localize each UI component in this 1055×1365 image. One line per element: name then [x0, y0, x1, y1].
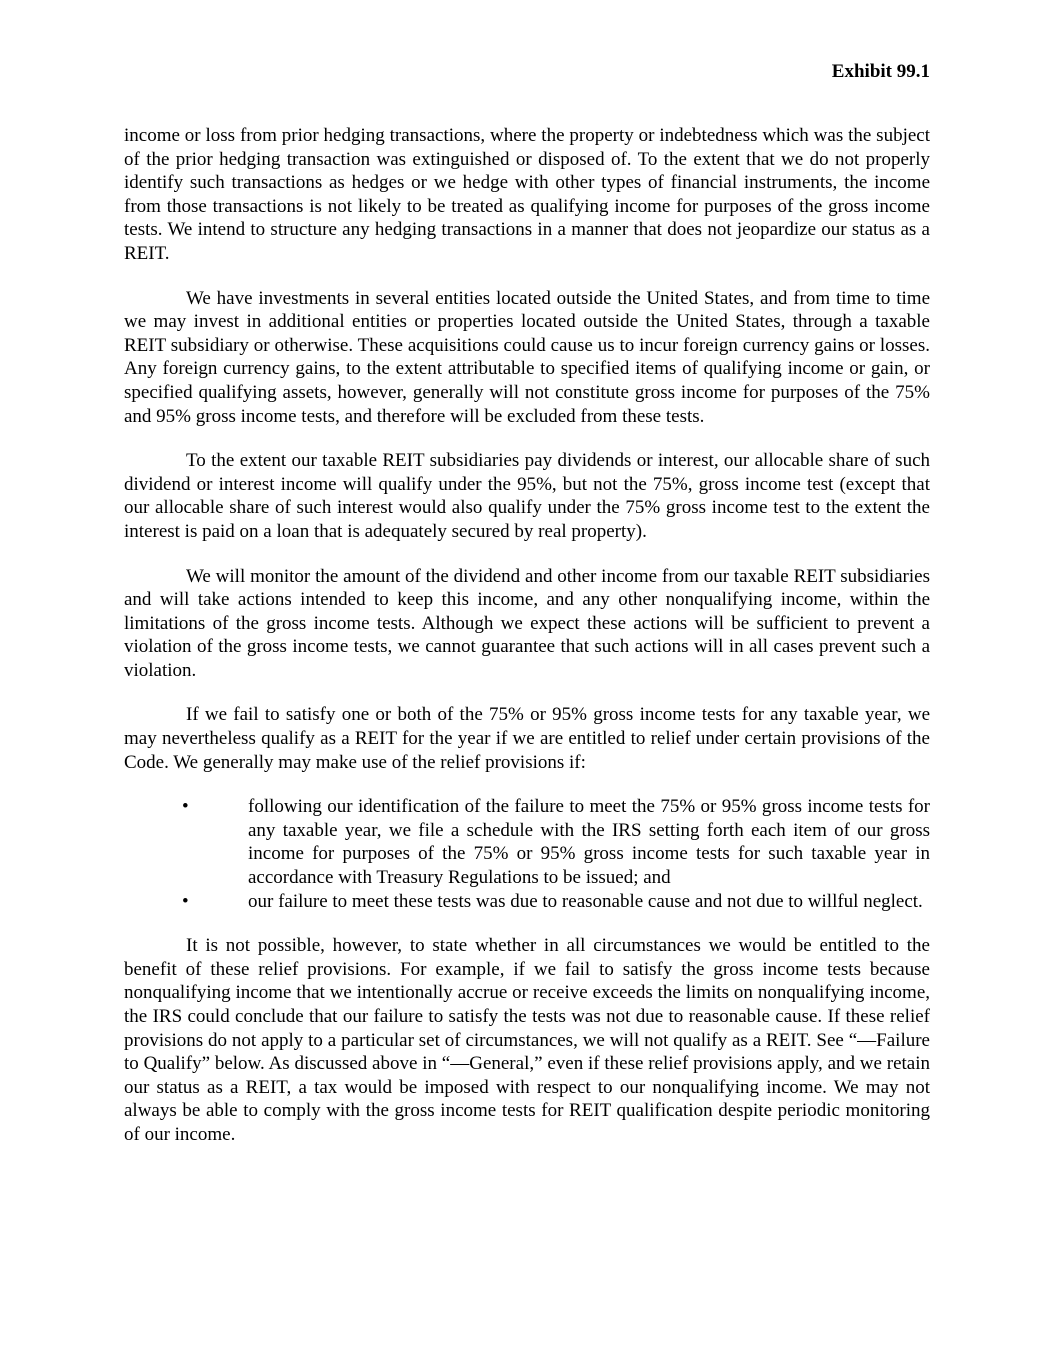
bullet-icon: •	[182, 890, 189, 912]
paragraph-monitoring: We will monitor the amount of the dividend and other income from our taxable REIT subsidiaries and will take actions intended to keep this income, and any other nonqualifying income, within the limitations of the gross income tests. Although we expect these actions will be sufficient to prevent a violation of the gross income tests, we cannot guarantee that such actions will in all cases prevent such a violation.	[124, 565, 930, 681]
list-item	[124, 795, 930, 889]
exhibit-label: Exhibit 99.1	[831, 61, 930, 82]
bullet-icon: •	[182, 796, 189, 818]
paragraph-relief-provisions-intro: If we fail to satisfy one or both of the 75% or 95% gross income tests for any taxable year, we may nevertheless qualify as a REIT for the year if we are entitled to relief under certain provisions of the Code. We generally may make use of the relief provisions if:	[124, 704, 930, 773]
list-item	[124, 890, 930, 914]
paragraph-foreign-currency: We have investments in several entities located outside the United States, and from time to time we may invest in additional entities or properties located outside the United States, through a taxable REIT subsidiary or otherwise. These acquisitions could cause us to incur foreign currency gains or losses. Any foreign currency gains, to the extent attributable to specified items of qualifying income or gain, or specified qualifying assets, however, generally will not constitute gross income for purposes of the 75% and 95% gross income tests, and therefore will be excluded from these tests.	[124, 287, 930, 427]
paragraph-hedging-income: income or loss from prior hedging transactions, where the property or indebtedness which was the subject of the prior hedging transaction was extinguished or disposed of. To the extent that we do not properly identify such transactions as hedges or we hedge with other types of financial instruments, the income from those transactions is not likely to be treated as qualifying income for purposes of the gross income tests. We intend to structure any hedging transactions in a manner that does not jeopardize our status as a REIT.	[124, 125, 930, 264]
relief-conditions-list	[124, 795, 930, 913]
paragraph-relief-limitations: It is not possible, however, to state whether in all circumstances we would be entitled to the benefit of these relief provisions. For example, if we fail to satisfy the gross income tests because nonqualifying income that we intentionally accrue or receive exceeds the limits on nonqualifying income, the IRS could conclude that our failure to satisfy the tests was not due to reasonable cause. If these relief provisions do not apply to a particular set of circumstances, we will not qualify as a REIT. See “—Failure to Qualify” below. As discussed above in “—General,” even if these relief provisions apply, and we retain our status as a REIT, a tax would be imposed with respect to our nonqualifying income. We may not always be able to comply with the gross income tests for REIT qualification despite periodic monitoring of our income.	[124, 935, 930, 1145]
list-item-text: following our identification of the failure to meet the 75% or 95% gross income tests for any taxable year, we file a schedule with the IRS setting forth each item of our gross income for purposes of the 75% or 95% gross income tests for such taxable year in accordance with Treasury Regulations to be issued; and	[248, 796, 930, 889]
list-item-text: our failure to meet these tests was due to reasonable cause and not due to willful neglect.	[248, 890, 923, 912]
paragraph-trs-dividends: To the extent our taxable REIT subsidiaries pay dividends or interest, our allocable share of such dividend or interest income will qualify under the 95%, but not the 75%, gross income test (except that our allocable share of such interest would also qualify under the 75% gross income test to the extent the interest is paid on a loan that is adequately secured by real property).	[124, 450, 930, 542]
document-page	[124, 60, 930, 1168]
